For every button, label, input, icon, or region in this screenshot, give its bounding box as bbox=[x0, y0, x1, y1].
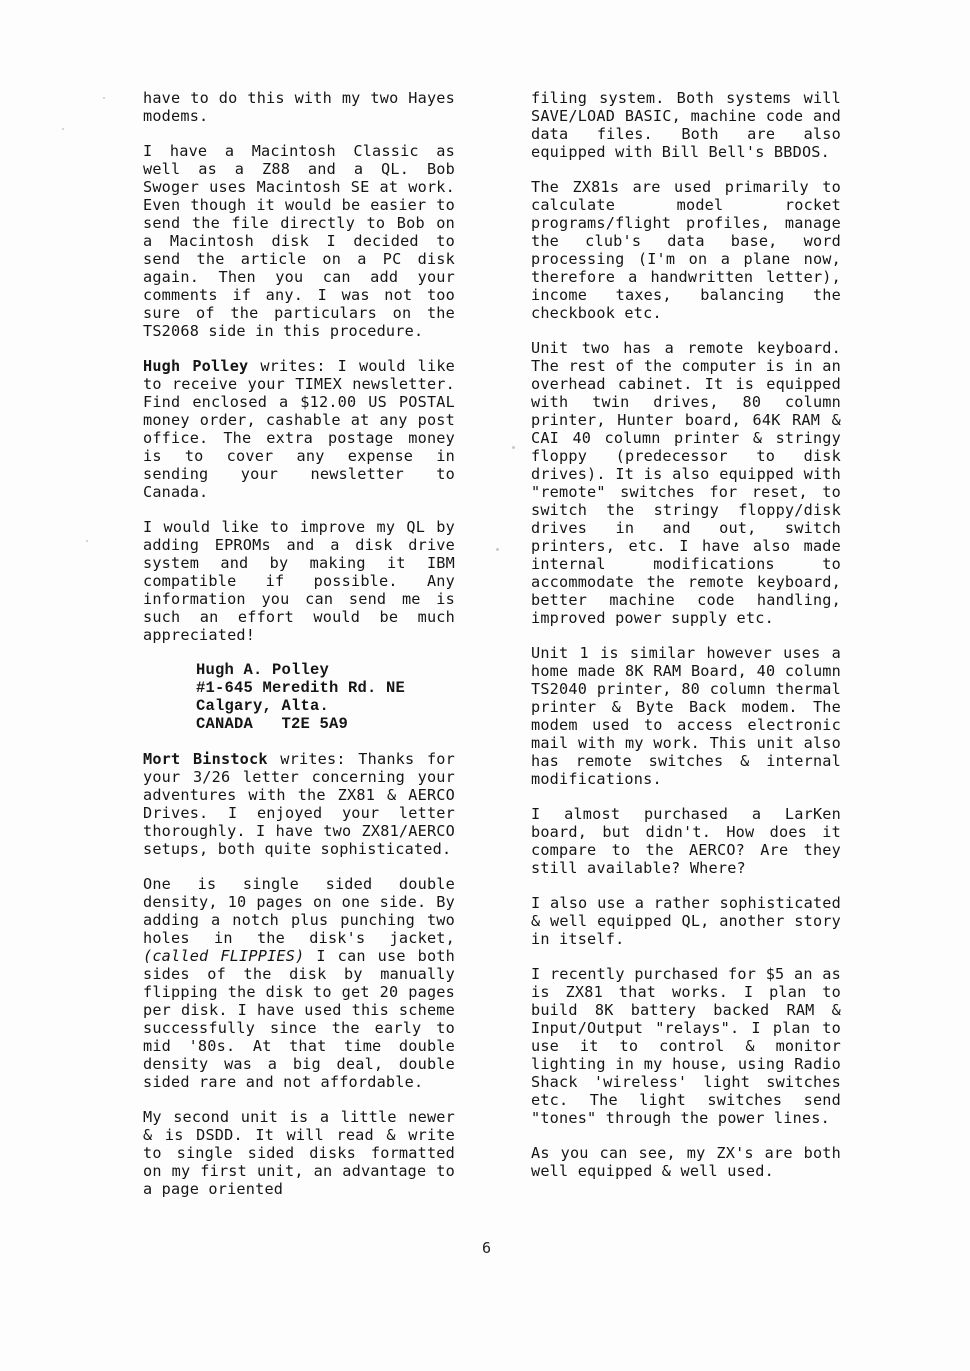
paragraph-text: writes: Thanks for your 3/26 letter concerning your adventures with the ZX81 & AERCO Drives. I enjoyed your letter thoroughly. I have two ZX81/AERCO setups, both quite sophisticated. bbox=[143, 750, 455, 858]
paragraph bbox=[143, 875, 455, 1091]
address-line: #1-645 Meredith Rd. NE bbox=[196, 679, 406, 697]
scan-speck bbox=[496, 548, 499, 551]
paragraph: I almost purchased a LarKen board, but didn't. How does it compare to the AERCO? Are they still available? Where? bbox=[531, 805, 841, 877]
italic-term: (called FLIPPIES) bbox=[143, 947, 305, 965]
paragraph: I would like to improve my QL by adding EPROMs and a disk drive system and by making it IBM compatible if possible. Any information you can send me is such an effort would be much appreciated! bbox=[143, 518, 455, 644]
scan-speck bbox=[103, 97, 105, 99]
paragraph: Unit 1 is similar however uses a home made 8K RAM Board, 40 column TS2040 printer, 80 column thermal printer & Byte Back modem. The modem used to access electronic mail with my work. This unit also has remote switches & internal modifications. bbox=[531, 644, 841, 788]
paragraph: The ZX81s are used primarily to calculate model rocket programs/flight profiles, manage the club's data base, word processing (I'm on a plane now, therefore a handwritten letter), income taxes, balancing the checkbook etc. bbox=[531, 178, 841, 322]
address-line: CANADA T2E 5A9 bbox=[196, 715, 349, 733]
paragraph-text: One is single sided double density, 10 pages on one side. By adding a notch plus punching two holes in the disk's jacket, bbox=[143, 875, 455, 947]
paragraph: I have a Macintosh Classic as well as a Z88 and a QL. Bob Swoger uses Macintosh SE at work. Even though it would be easier to send the file directly to Bob on a Macintosh disk I decided to send the article on a PC disk again. Then you can add your comments if any. I was not too sure of the particulars on the TS2068 side in this procedure. bbox=[143, 142, 455, 340]
paragraph-text: writes: I would like to receive your TIMEX newsletter. Find enclosed a $12.00 US POSTAL money order, cashable at any post office. The extra postage money is to cover any expense in sending your newsletter to Canada. bbox=[143, 357, 456, 501]
mailing-address bbox=[196, 661, 455, 733]
address-line: Calgary, Alta. bbox=[196, 697, 330, 715]
scan-speck bbox=[512, 446, 515, 449]
paragraph: have to do this with my two Hayes modems. bbox=[143, 89, 455, 125]
paragraph: filing system. Both systems will SAVE/LOAD BASIC, machine code and data files. Both are also equipped with Bill Bell's BBDOS. bbox=[531, 89, 841, 161]
paragraph: Unit two has a remote keyboard. The rest of the computer is in an overhead cabinet. It is equipped with twin drives, 80 column printer, Hunter board, 64K RAM & CAI 40 column printer & stringy floppy (predecessor to disk drives). It is also equipped with "remote" switches for reset, to switch the stringy floppy/disk drives in and out, switch printers, etc. I have also made internal modifications to accommodate the remote keyboard, better machine code handling, improved power supply etc. bbox=[531, 339, 841, 627]
scan-speck bbox=[86, 540, 88, 542]
paragraph: I recently purchased for $5 an as is ZX81 that works. I plan to build 8K battery backed RAM & Input/Output "relays". I plan to use it to control & monitor lighting in my house, using Radio Shack 'wireless' light switches etc. The light switches send "tones" through the power lines. bbox=[531, 965, 841, 1127]
sender-name: Mort Binstock bbox=[143, 750, 268, 768]
letter-paragraph bbox=[143, 750, 455, 858]
sender-name: Hugh Polley bbox=[143, 357, 249, 375]
left-column bbox=[143, 89, 455, 1198]
paragraph-text: I can use both sides of the disk by manually flipping the disk to get 20 pages per disk. I have used this scheme successfully since the early to mid '80s. At that time double density was a big deal, double sided rare and not affordable. bbox=[143, 947, 456, 1091]
paragraph: I also use a rather sophisticated & well equipped QL, another story in itself. bbox=[531, 894, 841, 948]
page-number: 6 bbox=[482, 1239, 492, 1257]
scan-speck bbox=[62, 128, 64, 130]
paragraph: My second unit is a little newer & is DSDD. It will read & write to single sided disks formatted on my first unit, an advantage to a page oriented bbox=[143, 1108, 455, 1198]
paragraph: As you can see, my ZX's are both well equipped & well used. bbox=[531, 1144, 841, 1180]
address-line: Hugh A. Polley bbox=[196, 661, 330, 679]
right-column bbox=[531, 89, 841, 1180]
letter-paragraph bbox=[143, 357, 455, 501]
